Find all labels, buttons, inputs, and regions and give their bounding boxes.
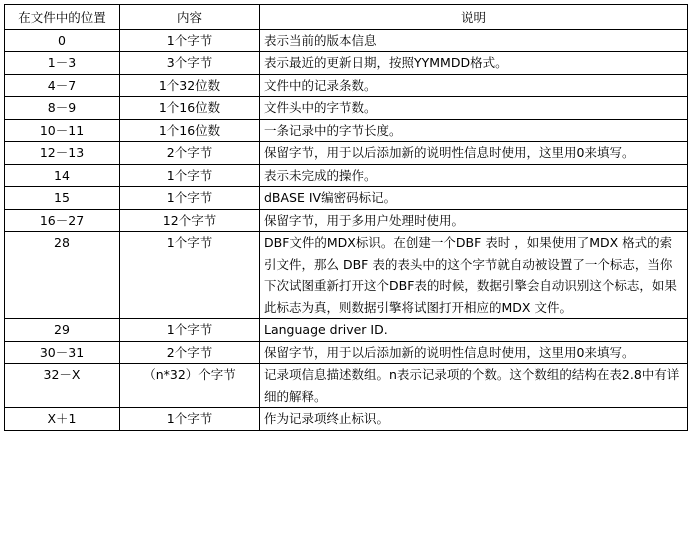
cell-content: 1个字节 [120,408,260,431]
cell-position: 29 [5,319,120,342]
cell-description: 作为记录项终止标识。 [260,408,688,431]
dbf-header-table [4,4,688,431]
table-row [5,209,688,232]
table-row [5,408,688,431]
cell-position: 16－27 [5,209,120,232]
cell-position: X＋1 [5,408,120,431]
cell-description: 表示最近的更新日期，按照YYMMDD格式。 [260,52,688,75]
cell-content: 1个字节 [120,319,260,342]
cell-position: 0 [5,29,120,52]
cell-content: 12个字节 [120,209,260,232]
cell-description: Language driver ID. [260,319,688,342]
cell-content: 1个字节 [120,29,260,52]
cell-position: 8－9 [5,97,120,120]
table-row [5,232,688,319]
cell-content: （n*32）个字节 [120,364,260,408]
table-row [5,52,688,75]
cell-position: 30－31 [5,341,120,364]
table-row [5,142,688,165]
header-position: 在文件中的位置 [5,5,120,30]
table-row [5,97,688,120]
cell-description: 保留字节，用于以后添加新的说明性信息时使用，这里用0来填写。 [260,142,688,165]
cell-content: 2个字节 [120,142,260,165]
cell-description: 一条记录中的字节长度。 [260,119,688,142]
cell-content: 1个16位数 [120,97,260,120]
cell-position: 10－11 [5,119,120,142]
cell-position: 32－X [5,364,120,408]
cell-content: 2个字节 [120,341,260,364]
cell-position: 28 [5,232,120,319]
cell-position: 12－13 [5,142,120,165]
cell-content: 1个字节 [120,187,260,210]
cell-description: 文件中的记录条数。 [260,74,688,97]
cell-description: 记录项信息描述数组。n表示记录项的个数。这个数组的结构在表2.8中有详细的解释。 [260,364,688,408]
table-row [5,364,688,408]
cell-description: 保留字节，用于多用户处理时使用。 [260,209,688,232]
table-row [5,119,688,142]
cell-content: 1个字节 [120,164,260,187]
cell-description: DBF文件的MDX标识。在创建一个DBF 表时 ，如果使用了MDX 格式的索引文件，那么 DBF 表的表头中的这个字节就自动被设置了一个标志，当你下次试图重新打开这个DBF表的时候，数据引擎会自动识别这个标志，如果此标志为真，则数据引擎将试图打开相应的MDX 文件。 [260,232,688,319]
table-row [5,187,688,210]
cell-description: 表示当前的版本信息 [260,29,688,52]
table-row [5,29,688,52]
table-row [5,74,688,97]
cell-content: 3个字节 [120,52,260,75]
table-row [5,164,688,187]
table-row [5,341,688,364]
cell-content: 1个32位数 [120,74,260,97]
cell-content: 1个16位数 [120,119,260,142]
cell-position: 1－3 [5,52,120,75]
cell-position: 14 [5,164,120,187]
header-description: 说明 [260,5,688,30]
cell-position: 15 [5,187,120,210]
cell-description: 文件头中的字节数。 [260,97,688,120]
header-content: 内容 [120,5,260,30]
header-row [5,5,688,30]
cell-position: 4－7 [5,74,120,97]
cell-description: 保留字节，用于以后添加新的说明性信息时使用，这里用0来填写。 [260,341,688,364]
cell-content: 1个字节 [120,232,260,319]
cell-description: dBASE IV编密码标记。 [260,187,688,210]
table-row [5,319,688,342]
cell-description: 表示未完成的操作。 [260,164,688,187]
